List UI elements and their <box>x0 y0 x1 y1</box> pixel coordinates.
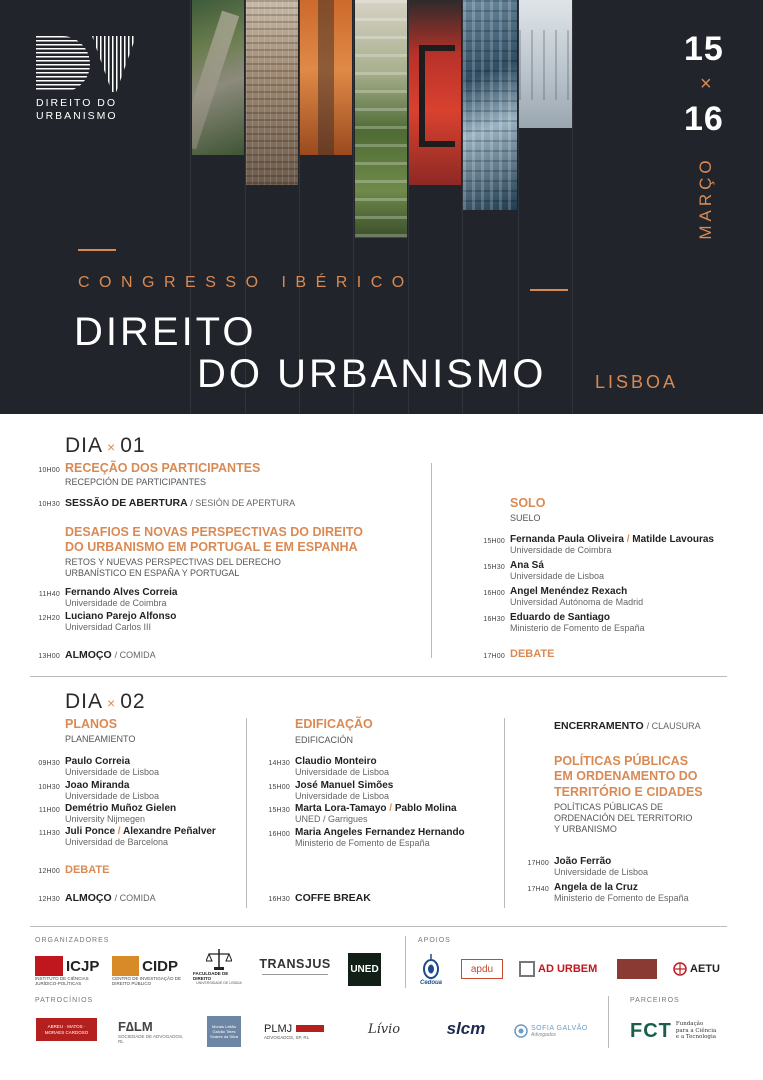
time: 10H30 <box>38 501 60 508</box>
uned-logo: UNED <box>348 953 381 986</box>
panel-title-line3: TERRITÓRIO E CIDADES <box>554 785 703 799</box>
speaker-name: José Manuel Simões <box>295 780 394 791</box>
abmc-logo: ABREU · MATOS · MORAES CARDOSO <box>36 1018 97 1041</box>
mlgts-logo: Morais Leitão Galvão Teles Soares da Silva <box>207 1016 241 1047</box>
panel-subtitle-line2: ORDENACIÓN DEL TERRITORIO <box>554 813 693 823</box>
speaker-affiliation: Universidade de Coimbra <box>65 598 167 608</box>
plmj-bar <box>296 1025 324 1032</box>
opening-label: SESSÃO DE ABERTURA <box>65 497 188 509</box>
photo-strip-3 <box>300 0 352 155</box>
patrons-title: PATROCÍNIOS <box>35 997 94 1004</box>
falm-subtitle: SOCIEDADE DE ADVOGADOS, RL <box>118 1033 184 1044</box>
column-divider <box>246 718 247 908</box>
speaker-name: Maria Angeles Fernandez Hernando <box>295 827 465 838</box>
speaker-affiliation: Universidade de Lisboa <box>295 791 390 801</box>
transjus-rule <box>262 974 328 975</box>
panel-title: SOLO <box>510 496 546 510</box>
speaker-affiliation: Universidade de Lisboa <box>295 767 390 777</box>
fdul-subtitle: UNIVERSIDADE DE LISBOA <box>196 981 242 985</box>
speaker-name: Demétrio Muñoz Gielen <box>65 803 177 814</box>
fct-logo <box>630 1018 728 1044</box>
cidp-logo <box>112 955 178 977</box>
urban-assoc-logo <box>617 959 657 979</box>
day-2-heading <box>65 690 146 714</box>
photo-strip-4 <box>355 0 407 238</box>
closing-label: ENCERRAMENTO <box>554 720 644 732</box>
speaker-affiliation: Universidade de Coimbra <box>510 545 612 555</box>
photo-strip-2 <box>246 0 298 185</box>
panel-title: PLANOS <box>65 717 118 731</box>
title-line-2: DO URBANISMO <box>197 352 547 396</box>
speaker-name: Juli Ponce <box>65 826 116 837</box>
supports-title: APOIOS <box>418 937 451 944</box>
partners-title: PARCEIROS <box>630 997 680 1004</box>
transjus-logo: TRANSJUS <box>259 957 331 971</box>
fdul-name: FACULDADE DE DIREITO <box>193 971 229 981</box>
sponsor-divider <box>405 936 406 988</box>
column-divider <box>504 718 505 908</box>
day-x: × <box>107 439 117 455</box>
aetu-logo <box>673 960 728 978</box>
speaker-affiliation: UNED / Garrigues <box>295 814 368 824</box>
debate-label: DEBATE <box>510 648 555 660</box>
panel-subtitle: EDIFICACIÓN <box>295 735 354 745</box>
date-separator: × <box>700 73 712 95</box>
time: 17H40 <box>527 886 549 893</box>
time: 16H30 <box>268 896 290 903</box>
panel-subtitle-line3: Y URBANISMO <box>554 824 617 834</box>
date-day-2: 16 <box>684 100 724 138</box>
panel-subtitle: PLANEAMIENTO <box>65 734 136 744</box>
debate-label: DEBATE <box>65 864 110 876</box>
speaker-name: Marta Lora-Tamayo <box>295 803 387 814</box>
lunch-label-es: / COMIDA <box>114 893 156 903</box>
header-banner <box>0 0 763 414</box>
congress-label: CONGRESSO IBÉRICO <box>78 274 414 291</box>
day-number: 02 <box>120 690 146 713</box>
cidp-mark <box>112 956 139 976</box>
cidp-subtitle: CENTRO DE INVESTIGAÇÃO DE DIREITO PÚBLICO <box>112 976 182 986</box>
time: 11H30 <box>38 830 60 837</box>
speaker-affiliation: Ministerio de Fomento de España <box>295 838 430 848</box>
time: 16H30 <box>483 616 505 623</box>
slcm-logo: slcm <box>446 1019 486 1038</box>
grid-line <box>572 0 573 414</box>
lunch <box>65 892 156 904</box>
time: 14H30 <box>268 760 290 767</box>
speaker-names <box>510 534 714 545</box>
speaker-affiliation: Universidad Autónoma de Madrid <box>510 597 644 607</box>
speaker-name: Paulo Correia <box>65 756 131 767</box>
closing-session <box>554 720 701 732</box>
opening-label-es: / SESIÓN DE APERTURA <box>190 498 296 508</box>
speaker-name: Claudio Monteiro <box>295 756 377 767</box>
time: 12H20 <box>38 615 60 622</box>
plmj-row <box>264 1023 324 1035</box>
time: 13H00 <box>38 653 60 660</box>
aetu-name: AETU <box>690 963 720 975</box>
sofia-galvao-name: SOFIA GALVÃO <box>531 1024 588 1032</box>
speaker-affiliation: Universidad Carlos III <box>65 622 152 632</box>
speaker-name: Ana Sá <box>510 560 544 571</box>
session-subtitle: RECEPCIÓN DE PARTICIPANTES <box>65 477 207 487</box>
logo-text <box>36 97 138 123</box>
panel-title-line1: DESAFIOS E NOVAS PERSPECTIVAS DO DIREITO <box>65 525 363 539</box>
time: 10H00 <box>38 467 60 474</box>
time: 17H00 <box>483 653 505 660</box>
fct-subtitle-3: e a Tecnologia <box>675 1034 716 1041</box>
logo-bars-shape <box>92 36 136 92</box>
day-number: 01 <box>120 434 146 457</box>
speaker-names <box>295 803 457 814</box>
time: 15H30 <box>268 807 290 814</box>
fct-subtitle-1: Fundação <box>675 1021 704 1028</box>
time: 11H40 <box>38 591 60 598</box>
day-divider <box>30 676 727 677</box>
speaker-affiliation: Universidade de Lisboa <box>554 867 649 877</box>
scales-icon <box>206 947 232 971</box>
speaker-name: Fernando Alves Correia <box>65 587 178 598</box>
date-day-1: 15 <box>684 30 724 68</box>
speaker-name: Eduardo de Santiago <box>510 612 611 623</box>
logo-line2: URBANISMO <box>36 110 118 122</box>
speaker-separator: / <box>117 826 121 837</box>
cidp-name: CIDP <box>142 957 178 975</box>
panel-title-line2: DO URBANISMO EM PORTUGAL E EM ESPANHA <box>65 540 358 554</box>
speaker-affiliation: Ministerio de Fomento de España <box>510 623 645 633</box>
aetu-icon <box>673 962 687 976</box>
speaker-name: Luciano Parejo Alfonso <box>65 611 177 622</box>
time: 12H30 <box>38 896 60 903</box>
panel-subtitle-line1: RETOS Y NUEVAS PERSPECTIVAS DEL DERECHO <box>65 557 281 567</box>
photo-strip-1 <box>192 0 244 155</box>
panel-subtitle-line2: URBANÍSTICO EN ESPAÑA Y PORTUGAL <box>65 568 240 578</box>
speaker-separator: / <box>626 534 630 545</box>
panel-title: EDIFICAÇÃO <box>295 717 373 731</box>
session-title: RECEÇÃO DOS PARTICIPANTES <box>65 461 261 475</box>
lunch <box>65 649 156 661</box>
coffee-break: COFFE BREAK <box>295 892 371 904</box>
speaker-separator: / <box>389 803 393 814</box>
logo-line1: DIREITO DO <box>36 97 118 109</box>
logo <box>36 36 138 123</box>
photo-strip-7 <box>519 0 572 128</box>
city-label: LISBOA <box>595 372 679 392</box>
speaker-affiliation: Universidade de Lisboa <box>65 767 160 777</box>
column-divider <box>431 463 432 658</box>
date-month: MARÇO <box>696 156 715 240</box>
fct-subtitle-2: para a Ciência <box>675 1027 717 1034</box>
apdu-logo: apdu <box>461 959 503 979</box>
livio-logo: Lívio <box>367 1021 401 1037</box>
time: 17H00 <box>527 860 549 867</box>
time: 15H30 <box>483 564 505 571</box>
cedoua-icon <box>423 954 439 980</box>
icjp-logo <box>35 955 101 977</box>
date-month-box <box>694 152 718 248</box>
fdul-logo <box>193 946 245 986</box>
plmj-logo <box>264 1020 334 1042</box>
logo-mark <box>36 36 136 94</box>
speaker-name: Joao Miranda <box>65 780 130 791</box>
opening-session <box>65 497 295 509</box>
fct-name: FCT <box>630 1019 672 1042</box>
cedoua-logo <box>416 950 446 990</box>
speaker-name: Alexandre Peñalver <box>123 826 216 837</box>
sponsor-divider <box>608 996 609 1048</box>
plmj-subtitle: ADVOGADOS, SP, RL <box>264 1034 310 1040</box>
icjp-name: ICJP <box>66 957 100 975</box>
day-1-heading <box>65 434 146 458</box>
speaker-affiliation: Ministerio de Fomento de España <box>554 893 689 903</box>
time: 15H00 <box>483 538 505 545</box>
organizers-title: ORGANIZADORES <box>35 937 110 944</box>
lunch-label: ALMOÇO <box>65 649 112 661</box>
speaker-name: João Ferrão <box>554 856 612 867</box>
lunch-label-es: / COMIDA <box>114 650 156 660</box>
accent-dash <box>530 289 568 291</box>
falm-logo <box>118 1020 188 1042</box>
adurbem-name: AD URBEM <box>538 963 598 975</box>
time: 12H00 <box>38 868 60 875</box>
panel-subtitle-line1: POLÍTICAS PÚBLICAS DE <box>554 802 664 812</box>
speaker-name: Angel Menéndez Rexach <box>510 586 628 597</box>
closing-label-es: / CLAUSURA <box>646 721 701 731</box>
speaker-name: Matilde Lavouras <box>632 534 714 545</box>
photo-strip-6 <box>463 0 517 210</box>
day-label: DIA <box>65 690 104 713</box>
speaker-name: Angela de la Cruz <box>554 882 638 893</box>
speaker-name: Pablo Molina <box>394 803 457 814</box>
speaker-affiliation: Universidade de Lisboa <box>65 791 160 801</box>
panel-title-line1: POLÍTICAS PÚBLICAS <box>554 754 689 768</box>
time: 09H30 <box>38 760 60 767</box>
time: 16H00 <box>268 831 290 838</box>
sofia-galvao-text <box>531 1025 588 1038</box>
speaker-names <box>65 826 216 837</box>
speaker-affiliation: University Nijmegen <box>65 814 146 824</box>
photo-strip-5 <box>409 0 461 185</box>
accent-dash <box>78 249 116 251</box>
adurbem-logo <box>519 958 602 980</box>
cedoua-name: Cedoua <box>419 980 442 986</box>
time: 11H00 <box>38 807 60 814</box>
speaker-name: Fernanda Paula Oliveira <box>510 534 624 545</box>
day-x: × <box>107 695 117 711</box>
panel-title-line2: EM ORDENAMENTO DO <box>554 769 698 783</box>
lunch-label: ALMOÇO <box>65 892 112 904</box>
speaker-affiliation: Universidad de Barcelona <box>65 837 169 847</box>
sofia-galvao-icon <box>514 1024 528 1038</box>
logo-d-shape <box>36 36 90 92</box>
adurbem-mark <box>519 961 535 977</box>
sponsors-divider <box>30 926 727 927</box>
icjp-subtitle: INSTITUTO DE CIÊNCIAS JURÍDICO-POLÍTICAS <box>35 976 89 986</box>
falm-name: F∆LM <box>118 1018 153 1034</box>
time: 10H30 <box>38 784 60 791</box>
time: 16H00 <box>483 590 505 597</box>
panel-subtitle: SUELO <box>510 513 541 523</box>
plmj-name: PLMJ <box>264 1022 293 1035</box>
sofia-galvao-logo <box>514 1020 590 1042</box>
day-label: DIA <box>65 434 104 457</box>
title-line-1: DIREITO <box>74 310 257 354</box>
fct-subtitle <box>676 1021 716 1041</box>
icjp-mark <box>35 956 63 976</box>
sofia-galvao-subtitle: Advogados <box>531 1031 557 1038</box>
speaker-affiliation: Universidade de Lisboa <box>510 571 605 581</box>
time: 15H00 <box>268 784 290 791</box>
